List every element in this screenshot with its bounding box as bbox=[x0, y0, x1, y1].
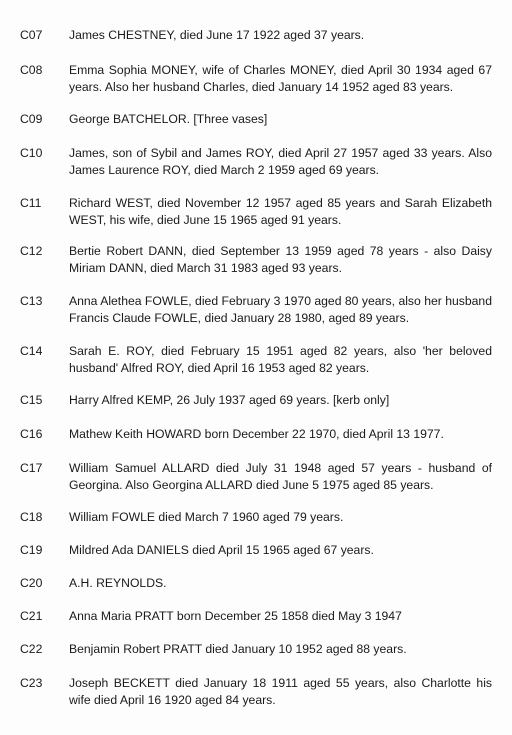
entry-text: James CHESTNEY, died June 17 1922 aged 37 years. bbox=[69, 28, 365, 42]
entry-text: Sarah E. ROY, died February 15 1951 aged 82 years, also 'her beloved husband' Alfred ROY, died April 16 1953 aged 82 years. bbox=[69, 344, 492, 375]
entry-text: Anna Alethea FOWLE, died February 3 1970 aged 80 years, also her husband Francis Claude FOWLE, died January 28 1980, aged 89 years. bbox=[69, 294, 492, 325]
entry-text: Benjamin Robert PRATT died January 10 1952 aged 88 years. bbox=[69, 642, 407, 656]
entry-code: C17 bbox=[20, 461, 43, 475]
entry-text: Harry Alfred KEMP, 26 July 1937 aged 69 years. [kerb only] bbox=[69, 393, 390, 407]
entry-text: George BATCHELOR. [Three vases] bbox=[69, 112, 268, 126]
entry-text: Emma Sophia MONEY, wife of Charles MONEY, died April 30 1934 aged 67 years. Also her husband Charles, died January 14 1952 aged 83 years. bbox=[69, 63, 492, 94]
entry-text: Mildred Ada DANIELS died April 15 1965 aged 67 years. bbox=[69, 543, 374, 557]
entry-code: C14 bbox=[20, 344, 43, 358]
entry-code: C10 bbox=[20, 146, 43, 160]
entry-text: William FOWLE died March 7 1960 aged 79 years. bbox=[69, 510, 344, 524]
entry-code: C11 bbox=[20, 196, 42, 210]
entry-code: C12 bbox=[20, 244, 43, 258]
entry-code: C20 bbox=[20, 576, 43, 590]
entry-text: Richard WEST, died November 12 1957 aged 85 years and Sarah Elizabeth WEST, his wife, died June 15 1965 aged 91 years. bbox=[69, 196, 492, 227]
entry-code: C07 bbox=[20, 28, 43, 42]
entry-code: C16 bbox=[20, 427, 43, 441]
entry-text: Bertie Robert DANN, died September 13 1959 aged 78 years - also Daisy Miriam DANN, died March 31 1983 aged 93 years. bbox=[69, 244, 492, 275]
entry-code: C23 bbox=[20, 676, 43, 690]
entry-text: Anna Maria PRATT born December 25 1858 died May 3 1947 bbox=[69, 609, 402, 623]
entry-text: Mathew Keith HOWARD born December 22 1970, died April 13 1977. bbox=[69, 427, 444, 441]
entry-code: C21 bbox=[20, 609, 43, 623]
entry-code: C19 bbox=[20, 543, 43, 557]
entry-text: A.H. REYNOLDS. bbox=[69, 576, 167, 590]
entry-code: C13 bbox=[20, 294, 43, 308]
entry-code: C22 bbox=[20, 642, 43, 656]
entry-code: C08 bbox=[20, 63, 43, 77]
entry-text: James, son of Sybil and James ROY, died April 27 1957 aged 33 years. Also James Laurence ROY, died March 2 1959 aged 69 years. bbox=[69, 146, 492, 177]
entry-code: C18 bbox=[20, 510, 43, 524]
entry-code: C09 bbox=[20, 112, 43, 126]
entry-text: Joseph BECKETT died January 18 1911 aged 55 years, also Charlotte his wife died April 16 1920 aged 84 years. bbox=[69, 676, 492, 707]
entry-code: C15 bbox=[20, 393, 43, 407]
entry-text: William Samuel ALLARD died July 31 1948 aged 57 years - husband of Georgina. Also Georgina ALLARD died June 5 1975 aged 85 years. bbox=[69, 461, 492, 492]
